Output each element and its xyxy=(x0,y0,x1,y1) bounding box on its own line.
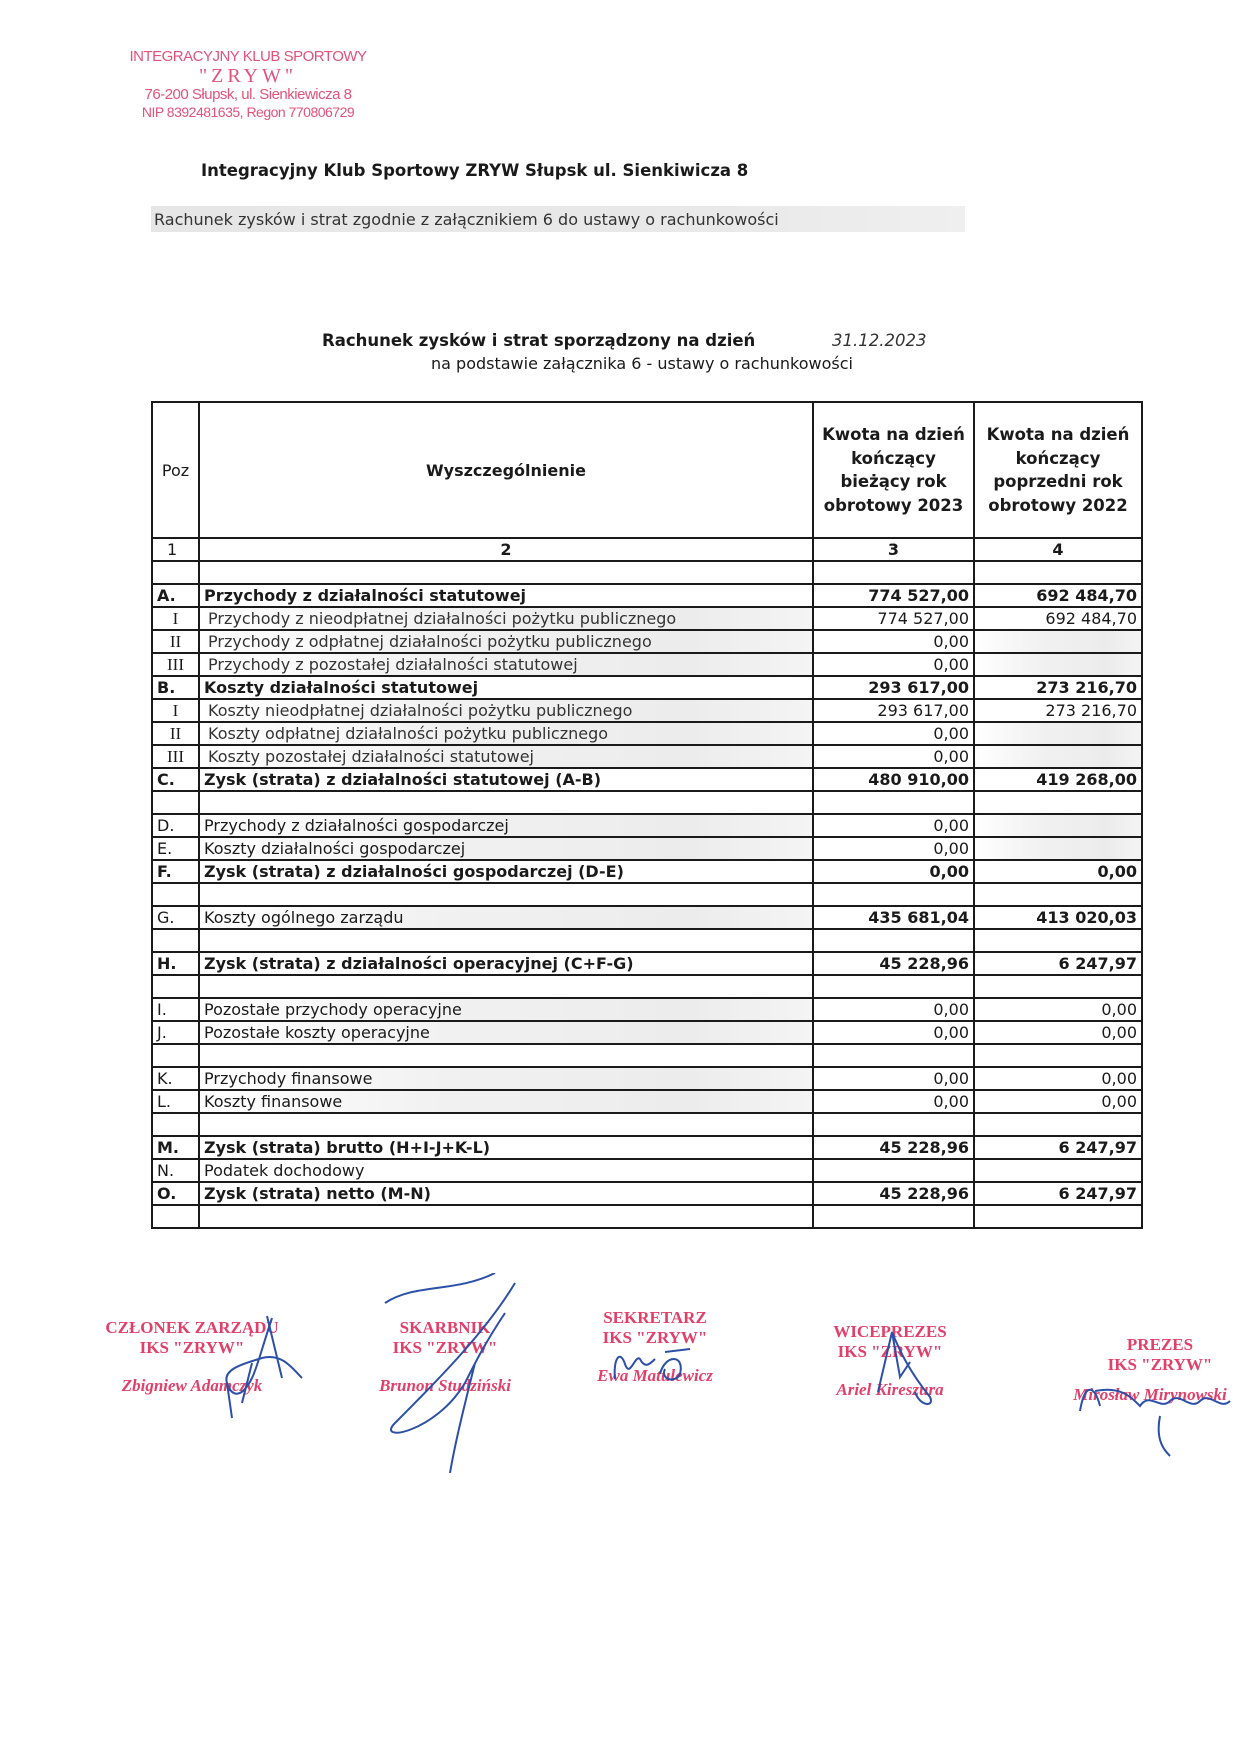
row-position: I xyxy=(152,699,199,722)
signature-name: Brunon Studziński xyxy=(379,1376,511,1395)
table-row xyxy=(152,952,1142,975)
row-previous-amount: 6 247,97 xyxy=(974,1182,1142,1205)
row-label: Podatek dochodowy xyxy=(199,1159,813,1182)
column-number: 3 xyxy=(813,538,974,561)
report-date: 31.12.2023 xyxy=(832,331,927,350)
row-current-amount: 0,00 xyxy=(813,745,974,768)
row-label: Koszty nieodpłatnej działalności pożytku publicznego xyxy=(199,699,813,722)
row-previous-amount: 0,00 xyxy=(974,1021,1142,1044)
signature-vice-president xyxy=(800,1322,980,1400)
row-previous-amount: 6 247,97 xyxy=(974,952,1142,975)
row-current-amount: 45 228,96 xyxy=(813,1136,974,1159)
row-previous-amount: 0,00 xyxy=(974,860,1142,883)
row-position: D. xyxy=(152,814,199,837)
table-row xyxy=(152,814,1142,837)
row-previous-amount: 273 216,70 xyxy=(974,676,1142,699)
organization-stamp xyxy=(118,48,378,121)
row-position: N. xyxy=(152,1159,199,1182)
row-position: B. xyxy=(152,676,199,699)
row-label: Koszty odpłatnej działalności pożytku publicznego xyxy=(199,722,813,745)
row-label: Pozostałe przychody operacyjne xyxy=(199,998,813,1021)
row-previous-amount: 692 484,70 xyxy=(974,607,1142,630)
organization-title: Integracyjny Klub Sportowy ZRYW Słupsk ul. Sienkiwicza 8 xyxy=(201,161,749,180)
header-current-year: Kwota na dzień kończący bieżący rok obrotowy 2023 xyxy=(813,402,974,538)
row-previous-amount: 0,00 xyxy=(974,998,1142,1021)
spacer-row xyxy=(152,975,1142,998)
row-previous-amount: 413 020,03 xyxy=(974,906,1142,929)
spacer-row xyxy=(152,929,1142,952)
row-previous-amount xyxy=(974,722,1142,745)
spacer-row xyxy=(152,1205,1142,1228)
table-row xyxy=(152,1021,1142,1044)
spacer-row xyxy=(152,1113,1142,1136)
table-row xyxy=(152,860,1142,883)
table-row xyxy=(152,584,1142,607)
row-label: Zysk (strata) z działalności gospodarczej (D-E) xyxy=(199,860,813,883)
signature-org: IKS "ZRYW" xyxy=(392,1338,498,1357)
signature-role: SKARBNIK xyxy=(399,1318,491,1337)
row-current-amount: 0,00 xyxy=(813,998,974,1021)
header-description: Wyszczególnienie xyxy=(199,402,813,538)
row-previous-amount xyxy=(974,630,1142,653)
table-row xyxy=(152,1182,1142,1205)
table-row xyxy=(152,998,1142,1021)
row-label: Koszty ogólnego zarządu xyxy=(199,906,813,929)
row-previous-amount: 273 216,70 xyxy=(974,699,1142,722)
row-previous-amount: 692 484,70 xyxy=(974,584,1142,607)
signature-role: CZŁONEK ZARZĄDU xyxy=(105,1318,279,1337)
row-label: Przychody z działalności gospodarczej xyxy=(199,814,813,837)
row-position: I. xyxy=(152,998,199,1021)
row-current-amount: 0,00 xyxy=(813,814,974,837)
spacer-row xyxy=(152,791,1142,814)
stamp-org-short: "ZRYW" xyxy=(198,65,298,87)
table-row xyxy=(152,906,1142,929)
spacer-row xyxy=(152,561,1142,584)
table-row xyxy=(152,1136,1142,1159)
row-previous-amount xyxy=(974,1159,1142,1182)
row-label: Koszty finansowe xyxy=(199,1090,813,1113)
table-row xyxy=(152,768,1142,791)
row-label: Przychody z pozostałej działalności statutowej xyxy=(199,653,813,676)
signature-secretary xyxy=(565,1308,745,1386)
row-position: K. xyxy=(152,1067,199,1090)
table-row xyxy=(152,607,1142,630)
table-row xyxy=(152,1159,1142,1182)
table-row xyxy=(152,653,1142,676)
stamp-tax-ids: NIP 8392481635, Regon 770806729 xyxy=(141,104,355,120)
report-legal-basis: na podstawie załącznika 6 - ustawy o rachunkowości xyxy=(431,354,853,373)
table-row xyxy=(152,1067,1142,1090)
row-label: Przychody z działalności statutowej xyxy=(199,584,813,607)
spacer-row xyxy=(152,1044,1142,1067)
row-position: M. xyxy=(152,1136,199,1159)
handwritten-signature-icon xyxy=(345,1273,545,1473)
row-label: Koszty działalności gospodarczej xyxy=(199,837,813,860)
row-current-amount: 435 681,04 xyxy=(813,906,974,929)
column-number: 4 xyxy=(974,538,1142,561)
row-current-amount: 0,00 xyxy=(813,653,974,676)
row-previous-amount: 419 268,00 xyxy=(974,768,1142,791)
row-position: II xyxy=(152,722,199,745)
document-subtitle: Rachunek zysków i strat zgodnie z załącznikiem 6 do ustawy o rachunkowości xyxy=(154,210,779,229)
row-current-amount: 45 228,96 xyxy=(813,952,974,975)
table-row xyxy=(152,1090,1142,1113)
row-previous-amount: 6 247,97 xyxy=(974,1136,1142,1159)
row-position: O. xyxy=(152,1182,199,1205)
row-current-amount: 0,00 xyxy=(813,722,974,745)
stamp-org-name: INTEGRACYJNY KLUB SPORTOWY xyxy=(129,48,367,65)
row-current-amount: 0,00 xyxy=(813,1067,974,1090)
signature-org: IKS "ZRYW" xyxy=(1107,1355,1213,1374)
row-position: III xyxy=(152,745,199,768)
row-previous-amount xyxy=(974,814,1142,837)
signature-name: Zbigniew Adamczyk xyxy=(121,1376,263,1395)
row-label: Zysk (strata) netto (M-N) xyxy=(199,1182,813,1205)
stamp-address: 76-200 Słupsk, ul. Sienkiewicza 8 xyxy=(144,86,352,103)
table-row xyxy=(152,699,1142,722)
row-label: Zysk (strata) z działalności statutowej (A-B) xyxy=(199,768,813,791)
signature-role: WICEPREZES xyxy=(833,1322,947,1341)
row-current-amount xyxy=(813,1159,974,1182)
row-current-amount: 0,00 xyxy=(813,1021,974,1044)
header-position: Poz xyxy=(152,402,199,538)
row-previous-amount: 0,00 xyxy=(974,1067,1142,1090)
table-row xyxy=(152,630,1142,653)
row-current-amount: 293 617,00 xyxy=(813,676,974,699)
row-current-amount: 774 527,00 xyxy=(813,584,974,607)
signature-org: IKS "ZRYW" xyxy=(837,1342,943,1361)
row-label: Przychody finansowe xyxy=(199,1067,813,1090)
column-number-row xyxy=(152,538,1142,561)
row-position: J. xyxy=(152,1021,199,1044)
row-previous-amount xyxy=(974,837,1142,860)
row-previous-amount: 0,00 xyxy=(974,1090,1142,1113)
row-position: G. xyxy=(152,906,199,929)
signature-role: SEKRETARZ xyxy=(603,1308,707,1327)
signature-name: Ewa Matulewicz xyxy=(597,1366,713,1385)
row-current-amount: 0,00 xyxy=(813,1090,974,1113)
signature-name: Mirosław Mirynowski xyxy=(1073,1385,1227,1404)
table-row xyxy=(152,722,1142,745)
row-position: A. xyxy=(152,584,199,607)
row-label: Przychody z nieodpłatnej działalności pożytku publicznego xyxy=(199,607,813,630)
row-previous-amount xyxy=(974,653,1142,676)
signature-role: PREZES xyxy=(1126,1335,1194,1354)
column-number: 1 xyxy=(152,538,199,561)
income-statement-table xyxy=(151,401,1143,1229)
row-label: Koszty działalności statutowej xyxy=(199,676,813,699)
row-position: E. xyxy=(152,837,199,860)
signature-org: IKS "ZRYW" xyxy=(139,1338,245,1357)
row-label: Koszty pozostałej działalności statutowej xyxy=(199,745,813,768)
row-position: C. xyxy=(152,768,199,791)
signature-org: IKS "ZRYW" xyxy=(602,1328,708,1347)
row-position: F. xyxy=(152,860,199,883)
table-row xyxy=(152,837,1142,860)
row-position: H. xyxy=(152,952,199,975)
row-position: III xyxy=(152,653,199,676)
table-row xyxy=(152,745,1142,768)
report-title: Rachunek zysków i strat sporządzony na dzień xyxy=(322,331,756,350)
row-previous-amount xyxy=(974,745,1142,768)
header-previous-year: Kwota na dzień kończący poprzedni rok obrotowy 2022 xyxy=(974,402,1142,538)
row-label: Przychody z odpłatnej działalności pożytku publicznego xyxy=(199,630,813,653)
signature-name: Ariel Kireszura xyxy=(836,1380,944,1399)
row-current-amount: 774 527,00 xyxy=(813,607,974,630)
signature-board-member xyxy=(92,1318,292,1396)
row-label: Zysk (strata) brutto (H+I-J+K-L) xyxy=(199,1136,813,1159)
column-number: 2 xyxy=(199,538,813,561)
row-position: L. xyxy=(152,1090,199,1113)
row-position: I xyxy=(152,607,199,630)
row-current-amount: 293 617,00 xyxy=(813,699,974,722)
row-label: Pozostałe koszty operacyjne xyxy=(199,1021,813,1044)
row-current-amount: 480 910,00 xyxy=(813,768,974,791)
table-header-row xyxy=(152,402,1142,538)
row-label: Zysk (strata) z działalności operacyjnej (C+F-G) xyxy=(199,952,813,975)
spacer-row xyxy=(152,883,1142,906)
row-current-amount: 0,00 xyxy=(813,630,974,653)
row-current-amount: 45 228,96 xyxy=(813,1182,974,1205)
signature-president xyxy=(1060,1335,1241,1405)
row-position: II xyxy=(152,630,199,653)
table-row xyxy=(152,676,1142,699)
signature-treasurer xyxy=(345,1318,545,1396)
row-current-amount: 0,00 xyxy=(813,837,974,860)
row-current-amount: 0,00 xyxy=(813,860,974,883)
